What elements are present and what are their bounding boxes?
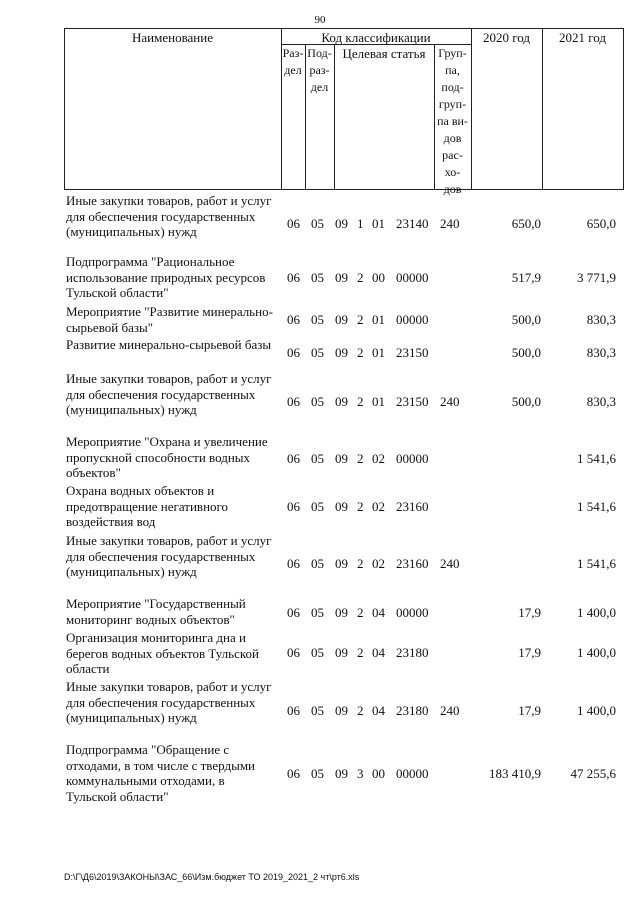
row-name: Охрана водных объектов и предотвращение негативного воздействия вод [66, 483, 229, 529]
program-code: 09 [335, 345, 348, 360]
header-target-item: Целевая статья [342, 46, 426, 61]
amount-2020: 500,0 [511, 345, 541, 360]
program-code: 09 [335, 556, 348, 571]
direction-code: 23150 [396, 394, 429, 409]
event-code: 00 [372, 766, 385, 781]
podrazdel-code: 05 [311, 270, 324, 285]
subprogram-code: 2 [357, 556, 364, 571]
razdel-code: 06 [287, 216, 300, 231]
amount-2020: 17,9 [518, 605, 541, 620]
direction-code: 23150 [396, 345, 429, 360]
subprogram-code: 1 [357, 216, 364, 231]
podrazdel-code: 05 [311, 605, 324, 620]
razdel-code: 06 [287, 312, 300, 327]
amount-2020: 650,0 [511, 216, 541, 231]
page-number: 90 [314, 14, 326, 26]
program-code: 09 [335, 766, 348, 781]
podrazdel-code: 05 [311, 556, 324, 571]
event-code: 01 [372, 312, 385, 327]
program-code: 09 [335, 394, 348, 409]
subprogram-code: 2 [357, 605, 364, 620]
direction-code: 00000 [396, 270, 429, 285]
subprogram-code: 2 [357, 499, 364, 514]
subprogram-code: 2 [357, 345, 364, 360]
program-code: 09 [335, 605, 348, 620]
row-name: Организация мониторинга дна и берегов водных объектов Тульской области [66, 630, 259, 676]
subprogram-code: 2 [357, 270, 364, 285]
event-code: 02 [372, 451, 385, 466]
subprogram-code: 2 [357, 312, 364, 327]
podrazdel-code: 05 [311, 499, 324, 514]
header-year-2021: 2021 год [559, 30, 606, 45]
direction-code: 23180 [396, 645, 429, 660]
amount-2021: 47 255,6 [570, 766, 616, 781]
expense-type-code: 240 [440, 216, 460, 231]
amount-2020: 17,9 [518, 703, 541, 718]
row-name: Мероприятие "Охрана и увеличение пропускной способности водных объектов" [66, 434, 268, 480]
amount-2021: 1 400,0 [577, 645, 616, 660]
amount-2021: 1 541,6 [577, 556, 616, 571]
row-name: Развитие минерально-сырьевой базы [66, 337, 272, 352]
row-name: Иные закупки товаров, работ и услуг для обеспечения государственных (муниципальных) нужд [66, 679, 272, 725]
amount-2021: 1 400,0 [577, 605, 616, 620]
direction-code: 23180 [396, 703, 429, 718]
subprogram-code: 2 [357, 645, 364, 660]
row-name: Подпрограмма "Обращение с отходами, в том числе с твердыми коммунальными отходами, в Тульской области" [66, 742, 256, 804]
podrazdel-code: 05 [311, 645, 324, 660]
podrazdel-code: 05 [311, 451, 324, 466]
amount-2021: 830,3 [586, 312, 616, 327]
razdel-code: 06 [287, 345, 300, 360]
direction-code: 00000 [396, 766, 429, 781]
razdel-code: 06 [287, 270, 300, 285]
expense-type-code: 240 [440, 556, 460, 571]
row-name: Подпрограмма "Рациональное использование природных ресурсов Тульской области" [66, 254, 266, 300]
event-code: 01 [372, 216, 385, 231]
event-code: 01 [372, 394, 385, 409]
podrazdel-code: 05 [311, 703, 324, 718]
header-subsection: Под- раз- дел [307, 46, 332, 94]
amount-2020: 500,0 [511, 312, 541, 327]
razdel-code: 06 [287, 703, 300, 718]
amount-2021: 1 541,6 [577, 499, 616, 514]
row-name: Иные закупки товаров, работ и услуг для обеспечения государственных (муниципальных) нужд [66, 193, 272, 239]
event-code: 04 [372, 605, 385, 620]
podrazdel-code: 05 [311, 216, 324, 231]
amount-2020: 500,0 [511, 394, 541, 409]
amount-2021: 1 400,0 [577, 703, 616, 718]
podrazdel-code: 05 [311, 766, 324, 781]
program-code: 09 [335, 270, 348, 285]
program-code: 09 [335, 499, 348, 514]
row-name: Мероприятие "Развитие минерально- сырьевой базы" [66, 304, 273, 335]
direction-code: 23160 [396, 556, 429, 571]
subprogram-code: 2 [357, 451, 364, 466]
row-name: Иные закупки товаров, работ и услуг для обеспечения государственных (муниципальных) нужд [66, 533, 272, 579]
amount-2021: 3 771,9 [577, 270, 616, 285]
header-name: Наименование [132, 30, 213, 45]
table-header [64, 28, 624, 196]
row-name: Мероприятие "Государственный мониторинг водных объектов" [66, 596, 246, 627]
razdel-code: 06 [287, 499, 300, 514]
podrazdel-code: 05 [311, 345, 324, 360]
podrazdel-code: 05 [311, 312, 324, 327]
amount-2021: 1 541,6 [577, 451, 616, 466]
subprogram-code: 3 [357, 766, 364, 781]
header-section: Раз- дел [282, 46, 304, 77]
direction-code: 00000 [396, 312, 429, 327]
program-code: 09 [335, 703, 348, 718]
amount-2020: 183 410,9 [489, 766, 541, 781]
footer-file-path: D:\Г\Д6\2019\ЗАКОНЫ\ЗАС_66\Изм.бюджет ТО 2019_2021_2 чт\рт6.xls [64, 872, 360, 882]
expense-type-code: 240 [440, 394, 460, 409]
direction-code: 00000 [396, 605, 429, 620]
program-code: 09 [335, 451, 348, 466]
direction-code: 23140 [396, 216, 429, 231]
razdel-code: 06 [287, 766, 300, 781]
event-code: 04 [372, 645, 385, 660]
program-code: 09 [335, 645, 348, 660]
podrazdel-code: 05 [311, 394, 324, 409]
direction-code: 23160 [396, 499, 429, 514]
amount-2020: 17,9 [518, 645, 541, 660]
event-code: 00 [372, 270, 385, 285]
razdel-code: 06 [287, 645, 300, 660]
subprogram-code: 2 [357, 703, 364, 718]
razdel-code: 06 [287, 451, 300, 466]
direction-code: 00000 [396, 451, 429, 466]
razdel-code: 06 [287, 394, 300, 409]
razdel-code: 06 [287, 556, 300, 571]
program-code: 09 [335, 216, 348, 231]
header-expense-group: Груп- па, под- груп- па ви- дов рас- хо- дов [437, 46, 468, 196]
event-code: 04 [372, 703, 385, 718]
amount-2021: 650,0 [586, 216, 616, 231]
row-name: Иные закупки товаров, работ и услуг для обеспечения государственных (муниципальных) нужд [66, 371, 272, 417]
amount-2020: 517,9 [511, 270, 541, 285]
subprogram-code: 2 [357, 394, 364, 409]
event-code: 01 [372, 345, 385, 360]
event-code: 02 [372, 499, 385, 514]
razdel-code: 06 [287, 605, 300, 620]
amount-2021: 830,3 [586, 345, 616, 360]
header-classification: Код классификации [321, 30, 431, 45]
expense-type-code: 240 [440, 703, 460, 718]
header-year-2020: 2020 год [483, 30, 530, 45]
amount-2021: 830,3 [586, 394, 616, 409]
event-code: 02 [372, 556, 385, 571]
program-code: 09 [335, 312, 348, 327]
